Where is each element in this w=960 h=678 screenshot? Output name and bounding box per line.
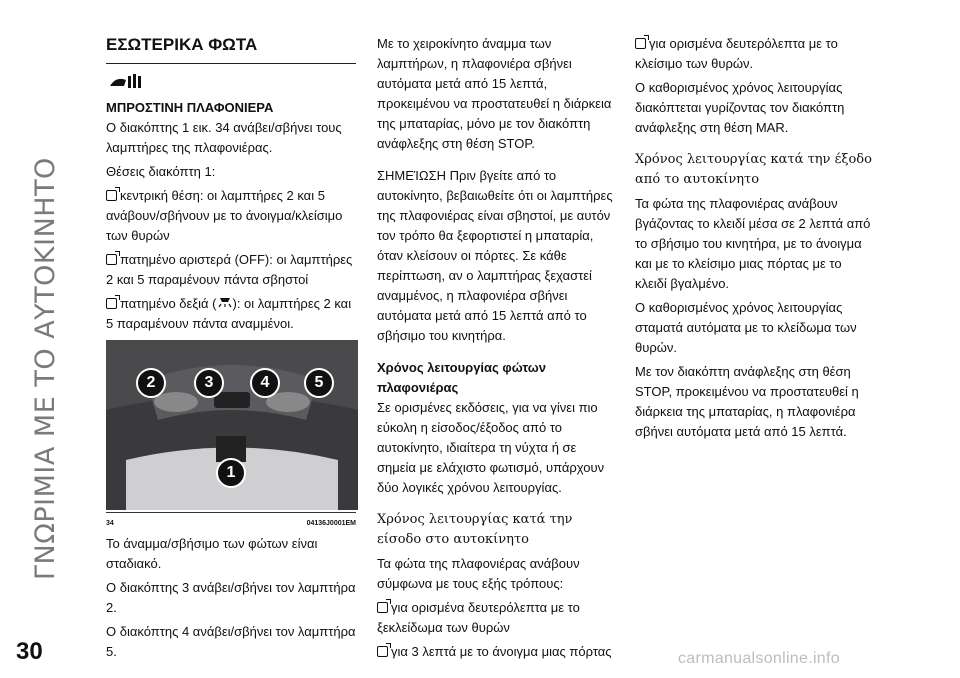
column-3 [635,34,875,446]
list-item [377,598,617,638]
paragraph: Τα φώτα της πλαφονιέρας ανάβουν βγάζοντας το κλειδί μέσα σε 2 λεπτά από το σβήσιμο του κινητήρα, με το άνοιγμα και με το κλείσιμο μιας πόρτας με το κλειδί βγαλμένο. [635,196,871,291]
paragraph: Με το χειροκίνητο άναμμα των λαμπτήρων, η πλαφονιέρα σβήνει αυτόματα μετά από 15 λεπτά, προκειμένου να προστατευθεί η διάρκεια της μπαταρίας, μόνο με τον διακόπτη ανάφλεξης στη θέση STOP. [377,36,612,151]
heading-rule [106,63,356,64]
paragraph: Θέσεις διακόπτη 1: [106,164,216,179]
note-paragraph: ΣΗΜΕΊΩΣΗ Πριν βγείτε από το αυτοκίνητο, βεβαιωθείτε ότι οι λαμπτήρες της πλαφονιέρας είναι σβηστοί, με αυτόν τον τρόπο θα ξεφορτιστεί η μπαταρία, όταν κλείσουν οι πόρτες. Σε κάθε περίπτωση, αν ο λαμπτήρας ξεχαστεί αναμμένος, η πλαφονιέρα σβήνει αυτόματα μετά από 15 λεπτά από το σβήσιμο του κινητήρα. [377,168,613,343]
paragraph: Ο καθορισμένος χρόνος λειτουργίας σταματά αυτόματα με το κλείδωμα των θυρών. [635,300,857,355]
bullet-icon [106,254,117,265]
paragraph: Ο καθορισμένος χρόνος λειτουργίας διακόπτεται γυρίζοντας τον διακόπτη ανάφλεξης στη θέση MAR. [635,80,845,135]
bullet-icon [635,38,646,49]
bullet-icon [377,646,388,657]
paragraph: Ο διακόπτης 4 ανάβει/σβήνει τον λαμπτήρα 5. [106,624,356,659]
column-1 [106,34,356,666]
list-item [377,642,617,662]
paragraph: Με τον διακόπτη ανάφλεξης στη θέση STOP, προκειμένου να προστατευθεί η διάρκεια της μπαταρίας, η πλαφονιέρα σβήνει αυτόματα μετά από 15 λεπτά. [635,364,859,439]
footer-watermark: carmanualsonline.info [678,650,840,667]
serif-subheading: Χρόνος λειτουργίας κατά την είσοδο στο αυτοκίνητο [377,512,573,547]
paragraph: Ο διακόπτης 3 ανάβει/σβήνει τον λαμπτήρα 2. [106,580,356,615]
callout-4: 4 [250,368,280,398]
callout-3: 3 [194,368,224,398]
side-title-text: ΓΝΩΡΙΜΙΑ ΜΕ ΤΟ ΑΥΤΟΚΙΝΗΤΟ [30,157,61,580]
paragraph: Σε ορισμένες εκδόσεις, για να γίνει πιο εύκολη η είσοδος/έξοδος από το αυτοκίνητο, ιδιαίτερα τη νύχτα ή σε σημεία με ελάχιστο φωτισμό, υπάρχουν δύο λογικές χρόνου λειτουργίας. [377,400,605,495]
list-item [106,294,356,334]
serif-subheading-line2: από το αυτοκίνητο [635,172,760,187]
list-item-text: για 3 λεπτά με το άνοιγμα μιας πόρτας [391,644,612,659]
interior-light-icon [106,70,146,92]
callout-1: 1 [216,458,246,488]
list-item-text: για ορισμένα δευτερόλεπτα με το κλείσιμο των θυρών. [635,36,838,71]
figure-number: 34 [106,520,114,527]
section-heading: ΕΣΩΤΕΡΙΚΑ ΦΩΤΑ [106,35,258,54]
list-item-text: ): οι λαμπτήρες 2 και 5 παραμένουν πάντα αναμμένοι. [106,296,352,331]
list-item-text: για ορισμένα δευτερόλεπτα με το ξεκλείδωμα των θυρών [377,600,580,635]
figure-code: 04136J0001EM [306,520,356,527]
list-item [106,186,356,246]
serif-subheading: Χρόνος λειτουργίας κατά την έξοδο [635,152,872,167]
bullet-icon [106,298,117,309]
paragraph: Τα φώτα της πλαφονιέρας ανάβουν σύμφωνα με τους εξής τρόπους: [377,556,580,591]
list-item-text: πατημένο αριστερά (OFF): οι λαμπτήρες 2 και 5 παραμένουν πάντα σβηστοί [106,252,353,287]
light-on-icon [217,296,233,308]
list-item-text: πατημένο δεξιά ( [120,296,217,311]
bullet-icon [377,602,388,613]
bullet-icon [106,190,117,201]
list-item [106,250,356,290]
paragraph: Το άναμμα/σβήσιμο των φώτων είναι σταδιακό. [106,536,318,571]
subsection-heading: Χρόνος λειτουργίας φώτων πλαφονιέρας [377,360,546,395]
callout-2: 2 [136,368,166,398]
column-2 [377,34,617,666]
list-item [635,34,875,74]
callout-5: 5 [304,368,334,398]
page-number: 30 [16,638,43,665]
side-section-title [20,20,80,580]
figure-caption [106,512,356,526]
feature-icons [106,70,356,92]
front-light-subhead: ΜΠΡΟΣΤΙΝΗ ΠΛΑΦΟΝΙΕΡΑ [106,100,274,115]
paragraph: Ο διακόπτης 1 εικ. 34 ανάβει/σβήνει τους λαμπτήρες της πλαφονιέρας. [106,120,342,155]
figure-photo [106,340,358,510]
list-item-text: κεντρική θέση: οι λαμπτήρες 2 και 5 ανάβουν/σβήνουν με το άνοιγμα/κλείσιμο των θυρών [106,188,343,243]
